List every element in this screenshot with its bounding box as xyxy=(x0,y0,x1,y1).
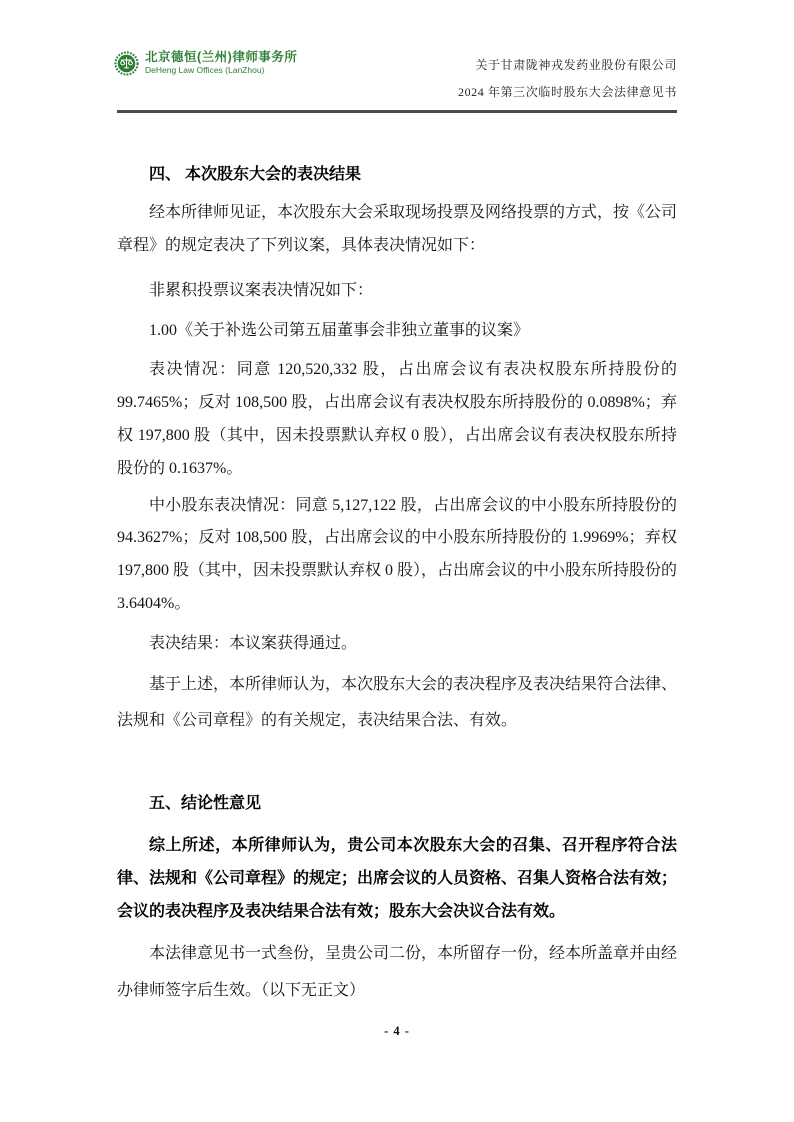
header-divider xyxy=(117,110,677,113)
paragraph-conclusion: 综上所述，本所律师认为，贵公司本次股东大会的召集、召开程序符合法律、法规和《公司章程》的规定；出席会议的人员资格、召集人资格合法有效；会议的表决程序及表决结果合法有效；股东大会决议合法有效。 xyxy=(117,837,678,921)
doc-title-line-2: 2024 年第三次临时股东大会法律意见书 xyxy=(457,85,677,99)
section-heading-conclusion: 五、结论性意见 xyxy=(149,795,262,813)
firm-identity xyxy=(114,50,297,76)
firm-names xyxy=(145,50,297,76)
paragraph-lawyer-opinion: 基于上述，本所律师认为，本次股东大会的表决程序及表决结果符合法律、法规和《公司章程》的有关规定，表决结果合法、有效。 xyxy=(117,675,678,730)
paragraph-vote-result: 表决结果：本议案获得通过。 xyxy=(149,634,358,652)
doc-title-line-1: 关于甘肃陇神戎发药业股份有限公司 xyxy=(475,58,677,72)
page-footer xyxy=(0,1022,794,1040)
header xyxy=(0,0,794,110)
firm-name-chinese: 北京德恒(兰州)律师事务所 xyxy=(145,50,298,64)
paragraph-minority-vote-tally: 中小股东表决情况：同意 5,127,122 股，占出席会议的中小股东所持股份的 94.3627%；反对 108,500 股，占出席会议的中小股东所持股份的 1.9969%；弃权 197,800 股（其中，因未投票默认弃权 0 股），占出席会议的中小股东所持股份的 3.6404%。 xyxy=(117,496,678,613)
paragraph-noncumulative-intro: 非累积投票议案表决情况如下： xyxy=(149,281,374,299)
section-heading-voting-results: 四、 本次股东大会的表决结果 xyxy=(149,165,362,183)
document-title-block xyxy=(458,52,677,106)
paragraph-voting-method: 经本所律师见证，本次股东大会采取现场投票及网络投票的方式，按《公司章程》的规定表决了下列议案，具体表决情况如下： xyxy=(117,204,678,255)
paragraph-proposal-title: 1.00《关于补选公司第五届董事会非独立董事的议案》 xyxy=(149,321,530,339)
paragraph-copies-validity: 本法律意见书一式叁份，呈贵公司二份，本所留存一份，经本所盖章并由经办律师签字后生效。（以下无正文） xyxy=(117,945,678,1000)
page-number: - 4 - xyxy=(384,1024,410,1038)
firm-name-english: DeHeng Law Offices (LanZhou) xyxy=(145,65,265,75)
document-body xyxy=(0,159,794,1010)
deheng-seal-icon xyxy=(114,51,139,76)
paragraph-vote-tally: 表决情况：同意 120,520,332 股，占出席会议有表决权股东所持股份的 99.7465%；反对 108,500 股，占出席会议有表决权股东所持股份的 0.0898%；弃权 197,800 股（其中，因未投票默认弃权 0 股），占出席会议有表决权股东所持股份的 0.1637%。 xyxy=(117,361,677,477)
